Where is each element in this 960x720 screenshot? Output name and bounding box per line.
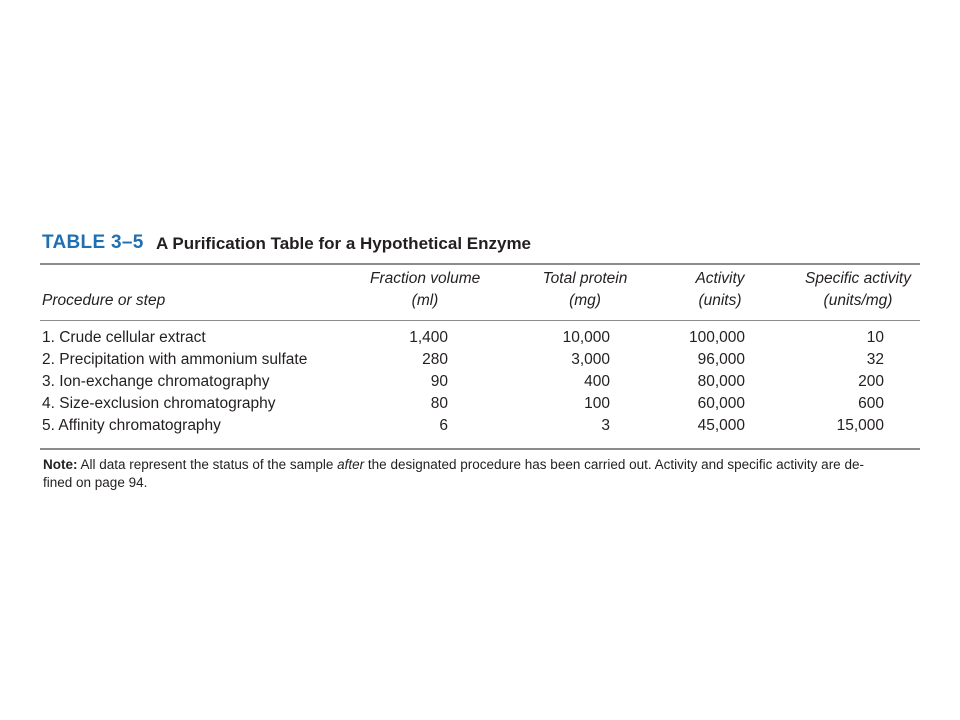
header-specific-activity-unit: (units/mg)	[823, 292, 893, 309]
cell-volume: 90	[430, 373, 448, 390]
table-row	[40, 371, 920, 393]
cell-step: 1. Crude cellular extract	[42, 329, 206, 346]
cell-activity: 60,000	[697, 395, 745, 412]
cell-activity: 96,000	[697, 351, 745, 368]
header-fraction-volume-label: Fraction volume	[370, 270, 481, 287]
cell-protein: 400	[584, 373, 610, 390]
cell-step: 4. Size-exclusion chromatography	[42, 395, 276, 412]
header-fraction-volume-unit: (ml)	[411, 292, 439, 309]
cell-activity: 45,000	[697, 417, 745, 434]
header-total-protein-unit: (mg)	[569, 292, 601, 309]
header-fraction-volume	[370, 268, 480, 312]
table-row	[40, 349, 920, 371]
header-activity	[680, 268, 760, 312]
note-line2: fined on page 94.	[43, 475, 148, 490]
cell-step: 5. Affinity chromatography	[42, 417, 221, 434]
table-row	[40, 415, 920, 437]
header-specific-activity	[798, 268, 918, 312]
cell-specific-activity: 200	[858, 373, 884, 390]
cell-volume: 6	[439, 417, 448, 434]
cell-activity: 80,000	[697, 373, 745, 390]
note-text-before: All data represent the status of the sample	[77, 457, 338, 472]
bottom-rule	[40, 448, 920, 450]
table-title: A Purification Table for a Hypothetical Enzyme	[156, 234, 532, 253]
table-row	[40, 327, 920, 349]
top-rule	[40, 263, 920, 265]
cell-specific-activity: 32	[866, 351, 884, 368]
table-label: TABLE 3–5	[42, 232, 144, 253]
header-activity-unit: (units)	[698, 292, 742, 309]
header-activity-label: Activity	[695, 270, 745, 287]
cell-volume: 1,400	[409, 329, 448, 346]
header-rule	[40, 320, 920, 321]
cell-step: 3. Ion-exchange chromatography	[42, 373, 270, 390]
cell-specific-activity: 600	[858, 395, 884, 412]
note-emphasis: after	[337, 457, 365, 472]
cell-protein: 3,000	[571, 351, 610, 368]
purification-table	[40, 230, 920, 490]
cell-activity: 100,000	[688, 329, 745, 346]
cell-specific-activity: 10	[866, 329, 884, 346]
cell-step: 2. Precipitation with ammonium sulfate	[42, 351, 308, 368]
header-total-protein	[530, 268, 640, 312]
note-text-after: the designated procedure has been carried out. Activity and specific activity are de-	[364, 457, 864, 472]
table-row	[40, 393, 920, 415]
cell-protein: 10,000	[562, 329, 610, 346]
cell-volume: 280	[422, 351, 448, 368]
header-procedure: Procedure or step	[42, 292, 166, 309]
cell-protein: 3	[601, 417, 610, 434]
table-caption	[40, 230, 920, 258]
note-label: Note:	[43, 457, 78, 472]
table-body	[40, 327, 920, 437]
table-footnote	[43, 456, 903, 492]
header-total-protein-label: Total protein	[542, 270, 628, 287]
cell-protein: 100	[584, 395, 610, 412]
header-specific-activity-label: Specific activity	[805, 270, 911, 287]
cell-volume: 80	[430, 395, 448, 412]
table-header	[40, 268, 920, 314]
cell-specific-activity: 15,000	[836, 417, 884, 434]
